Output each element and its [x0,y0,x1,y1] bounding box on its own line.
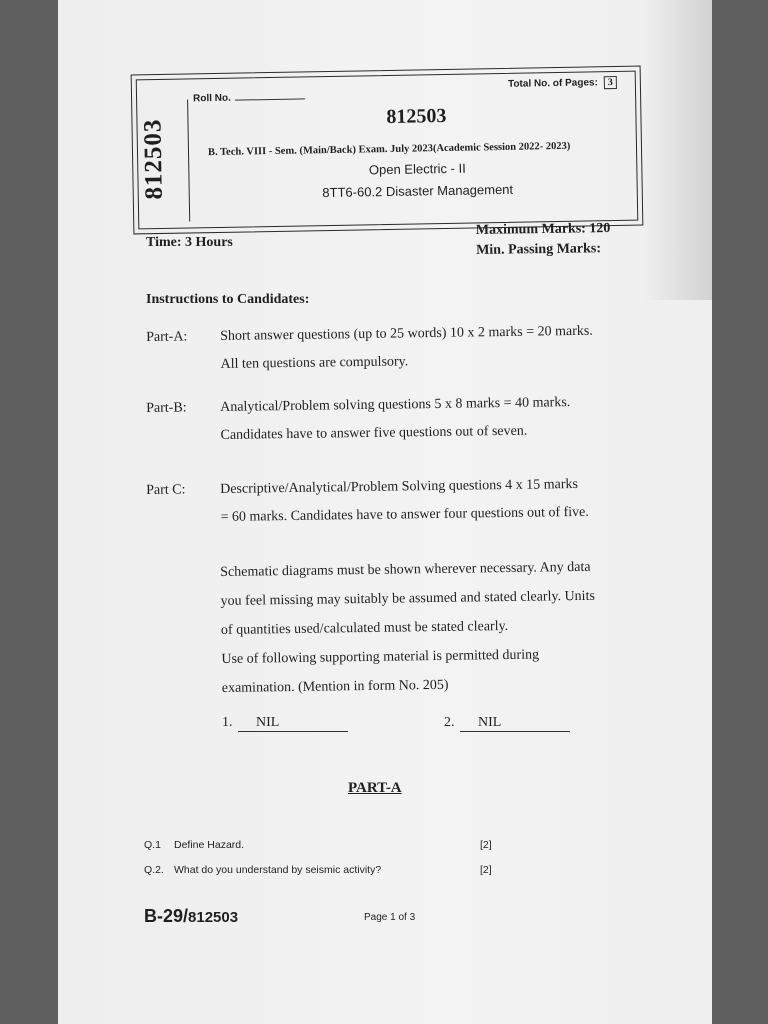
footer-paper-code [144,906,238,927]
exam-title: B. Tech. VIII - Sem. (Main/Back) Exam. July 2023(Academic Session 2022- 2023) [207,140,571,159]
part-a-heading: PART-A [348,780,402,796]
instruction-line: examination. (Mention in form No. 205) [221,677,449,696]
part-line-2: = 60 marks. Candidates have to answer four questions out of five. [220,504,589,525]
instruction-line: Use of following supporting material is permitted during [221,647,540,667]
question-number: Q.2. [144,864,164,876]
material-number: 2. [444,715,455,730]
total-pages [508,76,617,91]
question-marks: [2] [480,864,492,876]
question-marks: [2] [480,839,492,851]
part-line-2: Candidates have to answer five questions out of seven. [220,423,528,443]
instruction-line: you feel missing may suitably be assumed and stated clearly. Units [220,588,595,609]
total-pages-label: Total No. of Pages: [507,77,598,90]
total-pages-value: 3 [604,76,617,89]
maximum-marks: Maximum Marks: 120 [475,221,611,238]
general-instructions [220,552,622,703]
part-line-1: Analytical/Problem solving questions 5 x 8 marks = 40 marks. [220,395,571,415]
side-paper-code: 812503 [139,118,168,200]
supporting-material-2 [444,715,570,732]
subject-group: Open Electric - II [368,160,466,178]
part-line-2: All ten questions are compulsory. [220,354,409,372]
min-passing-marks: Min. Passing Marks: [476,241,602,258]
material-number: 1. [222,715,233,730]
header-box [131,66,644,235]
question-text: Define Hazard. [174,839,245,851]
part-label: Part-A: [146,329,188,345]
question-1 [144,839,504,851]
instruction-part-c [146,470,617,533]
instruction-part-b [146,388,617,451]
part-label: Part-B: [146,400,187,416]
material-value: NIL [460,715,570,732]
roll-number-blank [235,98,305,100]
supporting-material-1 [222,715,348,732]
material-value: NIL [238,715,348,732]
instruction-line: Schematic diagrams must be shown wherever necessary. Any data [220,559,591,580]
paper-code: 812503 [386,104,447,129]
marks-info [476,219,611,261]
part-line-1: Short answer questions (up to 25 words) 10 x 2 marks = 20 marks. [220,323,593,344]
instructions-heading: Instructions to Candidates: [146,292,310,307]
part-line-1: Descriptive/Analytical/Problem Solving questions 4 x 15 marks [220,476,578,497]
question-2 [144,864,504,876]
roll-number-label: Roll No. [192,92,231,105]
exam-paper [58,0,712,1024]
question-number: Q.1 [144,839,161,851]
instruction-part-a [146,317,617,380]
footer-code-number: 812503 [188,909,239,926]
page-number: Page 1 of 3 [364,912,416,923]
part-label: Part C: [146,482,186,498]
question-text: What do you understand by seismic activity? [174,864,382,876]
instruction-line: of quantities used/calculated must be stated clearly. [220,618,509,638]
exam-time: Time: 3 Hours [146,235,233,250]
roll-number-field [193,91,305,104]
header-inner-border [136,71,639,230]
footer-code-prefix: B-29/ [144,906,189,926]
course-title: 8TT6-60.2 Disaster Management [322,181,514,201]
